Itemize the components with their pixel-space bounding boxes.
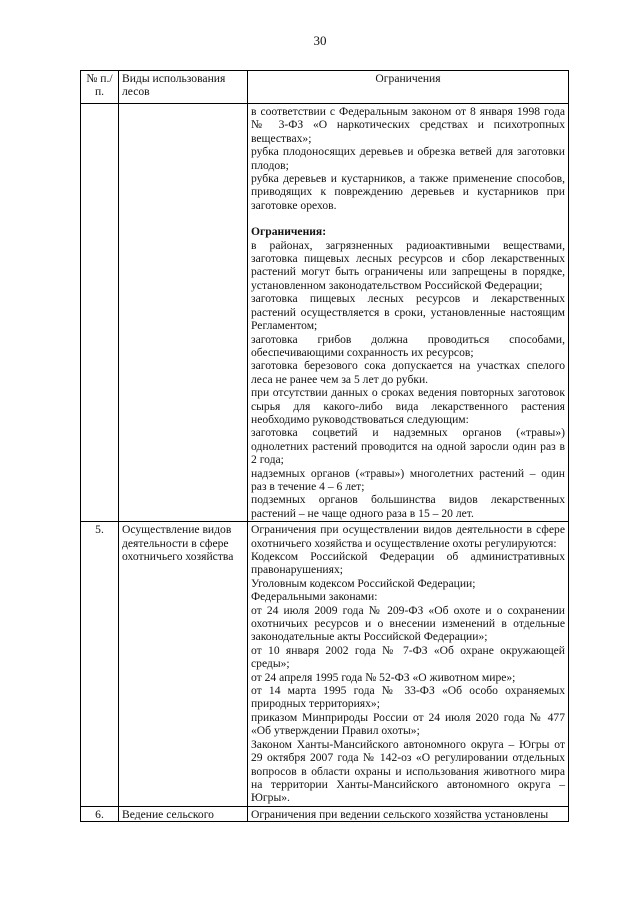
header-restrictions: Ограничения [248,71,569,104]
row-number: 5. [81,522,119,807]
cell-restrictions-agriculture [248,806,569,821]
restriction-line: заготовка соцветий и надземных органов («травы») однолетних растений проводится на одной заросли один раз в 2 года; [251,426,565,467]
restriction-line: Законом Ханты-Мансийского автономного округа – Югры от 29 октября 2007 года № 142-оз «О регулировании отдельных вопросов в области охраны и использования животного мира на территории Ханты-Мансийского автономного округа – Югры». [251,737,565,805]
restriction-line: подземных органов большинства видов лекарственных растений – не чаще одного раза в 15 – 20 лет. [251,493,565,520]
restriction-line: в районах, загрязненных радиоактивными веществами, заготовка пищевых лесных ресурсов и сбор лекарственных растений могут быть ограничены или запрещены в порядке, установленном законодательством Российской Федерации; [251,238,565,292]
restriction-line: заготовка пищевых лесных ресурсов и лекарственных растений осуществляется в сроки, установленные настоящим Регламентом; [251,292,565,333]
cell-restrictions-hunting [248,522,569,807]
table-row-continuation [81,104,569,522]
forest-use-type: Осуществление видов деятельности в сфере охотничьего хозяйства [119,522,248,807]
restriction-line: Ограничения при осуществлении видов деятельности в сфере охотничьего хозяйства и осуществление охоты регулируются: [251,523,565,550]
restriction-line: от 14 марта 1995 года № 33-ФЗ «Об особо охраняемых природных территориях»; [251,684,565,711]
row-number-text: 6. [95,807,104,820]
forest-use-type [119,806,248,821]
restriction-line: Федеральными законами: [251,590,378,604]
restriction-line: Уголовным кодексом Российской Федерации; [251,576,476,590]
restriction-line: рубка деревьев и кустарников, а также применение способов, приводящих к повреждению деревьев и кустарников при заготовке орехов. [251,172,565,212]
cell-restrictions-continuation [248,104,569,522]
cell-type-empty [119,104,248,522]
restriction-line: от 10 января 2002 года № 7-ФЗ «Об охране окружающей среды»; [251,643,565,671]
restriction-line: заготовка грибов должна проводиться способами, обеспечивающими сохранность их ресурсов; [251,332,565,359]
forest-use-type-text: Ведение сельского [122,807,214,820]
page-number: 30 [313,33,327,48]
restriction-line: Ограничения при ведении сельского хозяйства установлены [251,807,549,820]
restriction-line: от 24 июля 2009 года № 209-ФЗ «Об охоте и о сохранении охотничьих ресурсов и о внесении изменений в отдельные законодательные акты Российской Федерации»; [251,603,565,644]
restrictions-table [80,70,569,822]
table-row-5 [81,522,569,807]
restrictions-subheading: Ограничения: [251,225,327,239]
row-number [81,806,119,821]
table-row-6 [81,806,569,821]
header-forest-use-type: Виды использования лесов [119,71,248,104]
paragraph-gap [251,212,565,225]
restriction-line: приказом Минприроды России от 24 июля 2020 года № 477 «Об утверждении Правил охоты»; [251,710,565,738]
table-header-row [81,71,569,104]
restriction-line: от 24 апреля 1995 года № 52-ФЗ «О животном мире»; [251,670,516,684]
restriction-line: в соответствии с Федеральным законом от 8 января 1998 года № 3-ФЗ «О наркотических средствах и психотропных веществах»; [251,105,565,145]
restriction-line: рубка плодоносящих деревьев и обрезка ветвей для заготовки плодов; [251,145,565,172]
restriction-line: надземных органов («травы») многолетних растений – один раз в течение 4 – 6 лет; [251,466,565,493]
restriction-line: при отсутствии данных о сроках ведения повторных заготовок сырья для какого-либо вида лекарственного растения необходимо руководствоваться следующим: [251,386,565,426]
header-number: № п./п. [81,71,119,104]
restriction-line: заготовка березового сока допускается на участках спелого леса не ранее чем за 5 лет до рубки. [251,359,565,386]
cell-number-empty [81,104,119,522]
restriction-line: Кодексом Российской Федерации об административных правонарушениях; [251,550,565,577]
